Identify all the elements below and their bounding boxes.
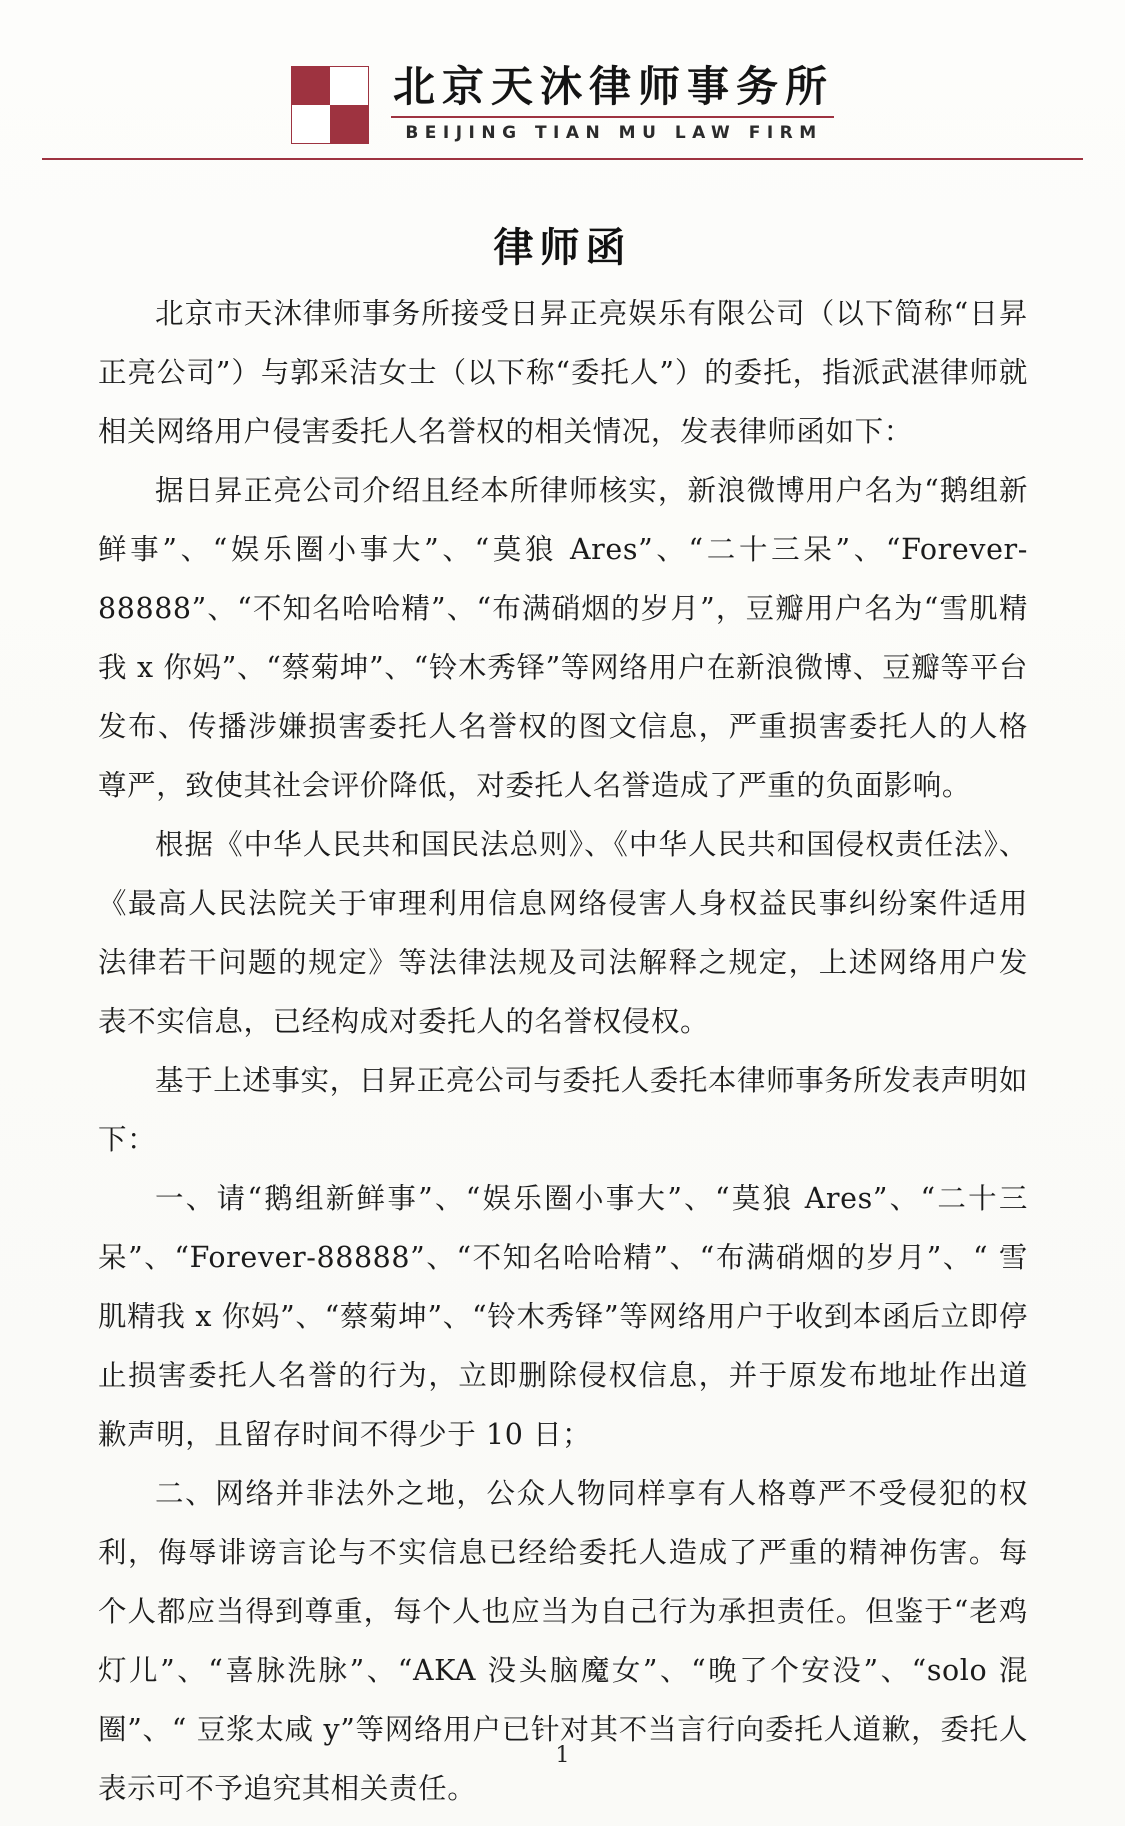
paragraph-statement-lead: 基于上述事实，日昇正亮公司与委托人委托本律师事务所发表声明如下： [98, 1064, 1029, 1156]
paragraph-facts: 据日昇正亮公司介绍且经本所律师核实，新浪微博用户名为“鹅组新鲜事”、“娱乐圈小事大”、“莫狼 Ares”、“二十三呆”、“Forever-88888”、“不知名哈哈精”、“布满硝烟的岁月”，豆瓣用户名为“雪肌精我 x 你妈”、“蔡菊坤”、“铃木秀铎”等网络用户在新浪微博、豆瓣等平台发布、传播涉嫌损害委托人名誉权的图文信息，严重损害委托人的人格尊严，致使其社会评价降低，对委托人名誉造成了严重的负面影响。 [98, 474, 1028, 802]
logo-quadrant-bottom-right [330, 105, 368, 143]
letterhead-text [391, 62, 834, 144]
letterhead-accent-rule [391, 116, 834, 118]
letterhead [0, 62, 1125, 144]
paragraph-demand-item-one: 一、请“鹅组新鲜事”、“娱乐圈小事大”、“莫狼 Ares”、“二十三呆”、“Forever-88888”、“不知名哈哈精”、“布满硝烟的岁月”、“ 雪肌精我 x 你妈”、“蔡菊坤”、“铃木秀铎”等网络用户于收到本函后立即停止损害委托人名誉的行为，立即删除侵权信息，并于原发布地址作出道歉声明，且留存时间不得少于 10 日； [98, 1182, 1028, 1451]
letterhead-inner [291, 62, 834, 144]
paragraph-intro: 北京市天沐律师事务所接受日昇正亮娱乐有限公司（以下简称“日昇正亮公司”）与郭采洁女士（以下称“委托人”）的委托，指派武湛律师就相关网络用户侵害委托人名誉权的相关情况，发表律师函如下： [98, 297, 1028, 448]
document-body [98, 284, 1028, 1818]
document-title: 律师函 [493, 225, 632, 271]
logo-quadrant-top-left [292, 67, 330, 105]
firm-name-english: BEIJING TIAN MU LAW FIRM [405, 123, 823, 144]
header-divider [42, 158, 1083, 160]
paragraph-demand-item-two: 二、网络并非法外之地，公众人物同样享有人格尊严不受侵犯的权利，侮辱诽谤言论与不实信息已经给委托人造成了严重的精神伤害。每个人都应当得到尊重，每个人也应当为自己行为承担责任。但鉴于“老鸡灯儿”、“喜脉洗脉”、“AKA 没头脑魔女”、“晚了个安没”、“solo 混圈”、“ 豆浆太咸 y”等网络用户已针对其不当言行向委托人道歉，委托人表示可不予追究其相关责任。 [98, 1477, 1028, 1805]
logo-quadrant-top-right [330, 67, 368, 105]
firm-name-chinese: 北京天沐律师事务所 [392, 61, 834, 111]
logo-quadrant-bottom-left [292, 105, 330, 143]
paragraph-legal-basis: 根据《中华人民共和国民法总则》、《中华人民共和国侵权责任法》、《最高人民法院关于审理利用信息网络侵害人身权益民事纠纷案件适用法律若干问题的规定》等法律法规及司法解释之规定，上述网络用户发表不实信息，已经构成对委托人的名誉权侵权。 [98, 828, 1028, 1038]
firm-logo-icon [291, 66, 369, 144]
page-number: 1 [555, 1743, 570, 1768]
